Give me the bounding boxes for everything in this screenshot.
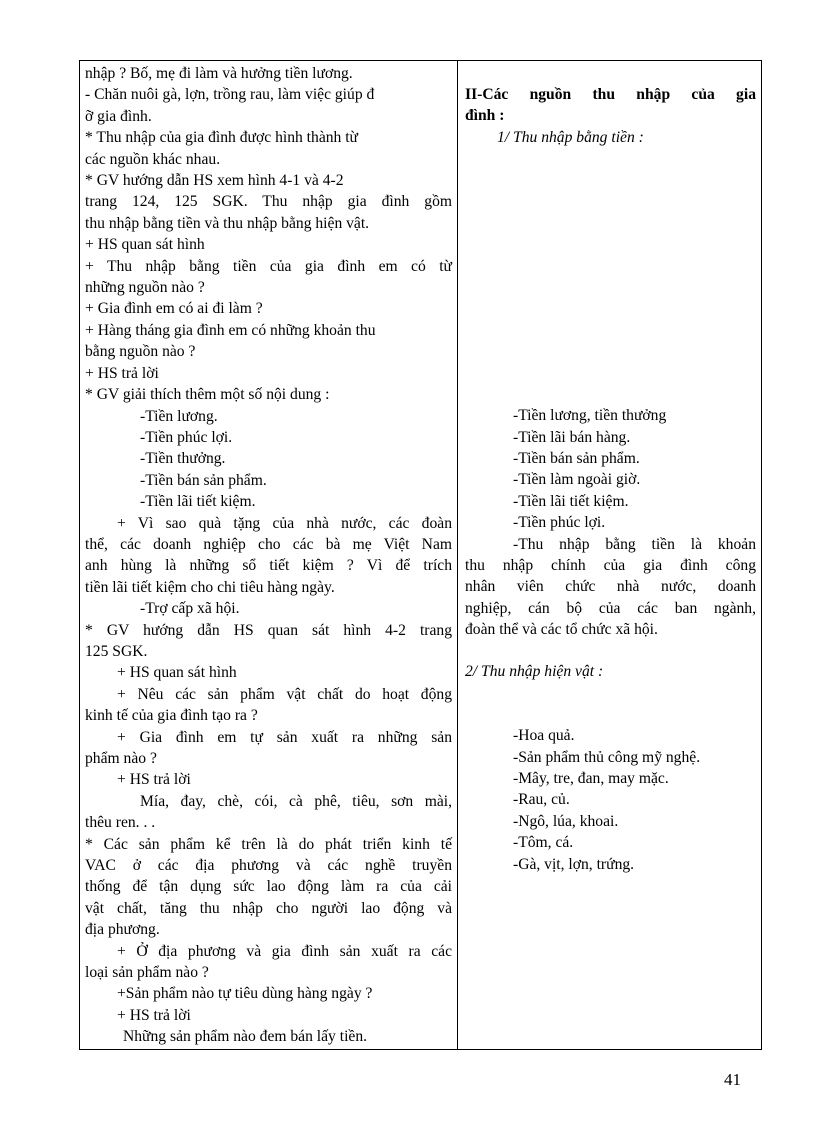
text-line: -Trợ cấp xã hội.: [140, 600, 240, 618]
text-line: 125 SGK.: [85, 642, 148, 660]
text-line: - Chăn nuôi gà, lợn, trồng rau, làm việc giúp đ: [85, 86, 375, 104]
text-line: * Các sản phẩm kể trên là do phát triển kinh tế: [85, 835, 452, 853]
text-line: thể, các doanh nghiệp cho các bà mẹ Việt Nam: [85, 535, 452, 553]
text-line: thu nhập bằng tiền và thu nhập bằng hiện vật.: [85, 214, 370, 232]
text-line: * Thu nhập của gia đình được hình thành từ: [85, 129, 359, 147]
text-line: anh hùng là những sổ tiết kiệm ? Vì để trích: [85, 557, 452, 575]
text-line: -Tiền thưởng.: [140, 450, 226, 468]
text-line: -Tiền bán sản phẩm.: [140, 471, 267, 489]
text-line: + Vì sao quà tặng của nhà nước, các đoàn: [117, 514, 452, 532]
text-line: +Sản phẩm nào tự tiêu dùng hàng ngày ?: [117, 985, 373, 1003]
list-item: -Tiền bán sản phẩm.: [513, 450, 640, 468]
text-line: những nguồn nào ?: [85, 279, 205, 297]
text-line: -Thu nhập bằng tiền là khoản: [513, 535, 756, 553]
text-line: loại sản phẩm nào ?: [85, 964, 209, 982]
text-line: + Gia đình em tự sản xuất ra những sản: [117, 728, 452, 746]
text-line: bằng nguồn nào ?: [85, 343, 196, 361]
text-line: thu nhập chính của gia đình công: [465, 557, 756, 575]
text-line: * GV giải thích thêm một số nội dung :: [85, 386, 330, 404]
text-line: -Tiền lương.: [140, 407, 218, 425]
section-title: II-Các nguồn thu nhập của gia: [465, 86, 756, 103]
text-line: + HS trả lời: [117, 1006, 191, 1024]
text-line: ỡ gia đình.: [85, 107, 152, 125]
text-line: * GV hướng dẫn HS quan sát hình 4-2 trang: [85, 621, 452, 639]
page-number: 41: [724, 1070, 741, 1089]
spacer: [465, 641, 756, 661]
spacer: [465, 61, 756, 84]
list-item: -Gà, vịt, lợn, trứng.: [513, 855, 635, 873]
text-line: vật chất, tăng thu nhập cho người lao động và: [85, 899, 452, 917]
text-line: phẩm nào ?: [85, 750, 157, 767]
list-item: -Hoa quả.: [513, 727, 575, 745]
list-item: -Rau, củ.: [513, 791, 570, 809]
text-line: -Tiền lãi tiết kiệm.: [140, 493, 256, 511]
spacer: [465, 682, 756, 725]
lesson-table: [79, 60, 762, 1050]
list-item: -Tiền lương, tiền thưởng: [513, 407, 667, 425]
text-line: -Tiền phúc lợi.: [140, 428, 233, 446]
text-line: trang 124, 125 SGK. Thu nhập gia đình gồm: [85, 193, 452, 211]
text-line: địa phương.: [85, 921, 160, 939]
text-line: + HS trả lời: [85, 364, 159, 382]
list-item: -Tiền phúc lợi.: [513, 514, 606, 532]
section-title: đình :: [465, 107, 505, 125]
text-line: nhập ? Bố, mẹ đi làm và hưởng tiền lương.: [85, 65, 353, 82]
text-line: các nguồn khác nhau.: [85, 150, 221, 168]
text-line: Mía, đay, chè, cói, cà phê, tiêu, sơn mài,: [140, 792, 452, 810]
subsection-title: 1/ Thu nhập bằng tiền :: [497, 128, 644, 146]
text-line: + Hàng tháng gia đình em có những khoản thu: [85, 321, 376, 339]
text-line: + HS quan sát hình: [117, 664, 237, 682]
subsection-title: 2/ Thu nhập hiện vật :: [465, 662, 604, 680]
list-item: -Ngô, lúa, khoai.: [513, 812, 619, 830]
text-line: * GV hướng dẫn HS xem hình 4-1 và 4-2: [85, 172, 344, 190]
text-line: + Thu nhập bằng tiền của gia đình em có từ: [85, 257, 452, 275]
list-item: -Tiền lãi bán hàng.: [513, 428, 631, 446]
text-line: đoàn thể và các tổ chức xã hội.: [465, 621, 658, 639]
text-line: + HS quan sát hình: [85, 236, 205, 254]
list-item: -Tiền lãi tiết kiệm.: [513, 492, 629, 510]
text-line: thêu ren. . .: [85, 814, 156, 832]
text-line: + HS trả lời: [117, 771, 191, 789]
text-line: kinh tế của gia đình tạo ra ?: [85, 707, 258, 725]
list-item: -Tôm, cá.: [513, 834, 574, 852]
text-line: + Ở địa phương và gia đình sản xuất ra các: [117, 942, 452, 960]
text-line: tiền lãi tiết kiệm cho chi tiêu hàng ngày.: [85, 578, 335, 596]
text-line: VAC ở các địa phương và các nghề truyền: [85, 857, 452, 875]
spacer: [465, 148, 756, 405]
content-column: [458, 61, 761, 1049]
list-item: -Mây, tre, đan, may mặc.: [513, 769, 669, 787]
text-line: + Nêu các sản phẩm vật chất do hoạt động: [117, 685, 452, 703]
text-line: Những sản phẩm nào đem bán lấy tiền.: [123, 1028, 368, 1046]
list-item: -Sản phẩm thủ công mỹ nghệ.: [513, 748, 701, 766]
text-line: thống để tận dụng sức lao động làm ra của cải: [85, 878, 452, 896]
activities-column: [80, 61, 458, 1049]
list-item: -Tiền làm ngoài giờ.: [513, 471, 641, 489]
text-line: nghiệp, cán bộ của các ban ngành,: [465, 599, 756, 617]
text-line: + Gia đình em có ai đi làm ?: [85, 300, 263, 318]
text-line: nhân viên chức nhà nước, doanh: [465, 578, 756, 596]
